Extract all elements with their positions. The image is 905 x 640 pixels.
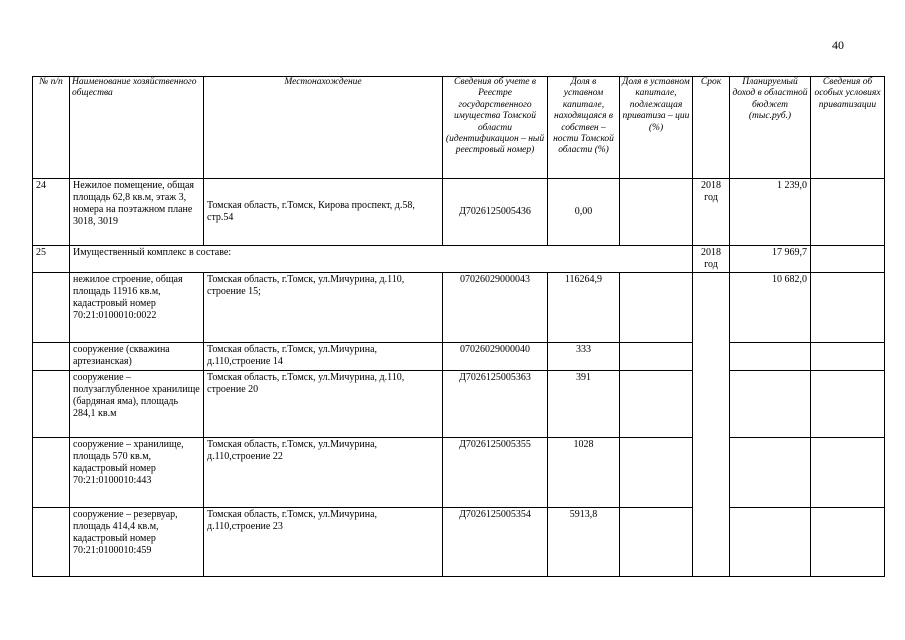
row25-num: 25 xyxy=(33,246,70,273)
table-row xyxy=(33,343,885,371)
row24-term: 2018 год xyxy=(693,179,730,246)
row24-income: 1 239,0 xyxy=(730,179,811,246)
header-location: Местонахождение xyxy=(204,77,443,179)
item-name: нежилое строение, общая площадь 11916 кв.м, кадастровый номер 70:21:0100010:0022 xyxy=(70,273,204,343)
header-name: Наименование хозяйственного общества xyxy=(70,77,204,179)
item-name: сооружение – хранилище, площадь 570 кв.м, кадастровый номер 70:21:0100010:443 xyxy=(70,438,204,508)
row25-income: 17 969,7 xyxy=(730,246,811,273)
table-row xyxy=(33,438,885,508)
header-share-privatize: Доля в уставном капитале, подлежащая приватиза – ции (%) xyxy=(620,77,693,179)
item-location: Томская область, г.Томск, ул.Мичурина, д.110, строение 20 xyxy=(204,371,443,438)
row25-name: Имущественный комплекс в составе: xyxy=(70,246,693,273)
header-row xyxy=(33,77,885,179)
item-location: Томская область, г.Томск, ул.Мичурина, д.110,строение 23 xyxy=(204,508,443,577)
row24-privatize xyxy=(620,179,693,246)
item-location: Томская область, г.Томск, ул.Мичурина, д.110,строение 14 xyxy=(204,343,443,371)
item-registry: 07026029000043 xyxy=(443,273,548,343)
item-share: 391 xyxy=(548,371,620,438)
row24-name: Нежилое помещение, общая площадь 62,8 кв.м, этаж 3, номера на поэтажном плане 3018, 3019 xyxy=(70,179,204,246)
item-name: сооружение – полузаглубленное хранилище (бардяная яма), площадь 284,1 кв.м xyxy=(70,371,204,438)
item-registry: Д7026125005354 xyxy=(443,508,548,577)
row24-registry: Д7026125005436 xyxy=(443,179,548,246)
header-term: Срок xyxy=(693,77,730,179)
item-share: 5913,8 xyxy=(548,508,620,577)
items-term-cell xyxy=(693,273,730,577)
header-conditions: Сведения об особых условиях приватизации xyxy=(811,77,885,179)
header-income: Планируемый доход в областной бюджет (тыс.руб.) xyxy=(730,77,811,179)
item-name: сооружение (скважина артезианская) xyxy=(70,343,204,371)
row25-conditions xyxy=(811,246,885,273)
header-num: № п/п xyxy=(33,77,70,179)
table-row-24 xyxy=(33,179,885,246)
item-registry: Д7026125005363 xyxy=(443,371,548,438)
header-registry: Сведения об учете в Реестре государственного имущества Томской области (идентификацион – ный реестровый номер) xyxy=(443,77,548,179)
table-row xyxy=(33,273,885,343)
item-share: 1028 xyxy=(548,438,620,508)
table-row-25 xyxy=(33,246,885,273)
item-name: сооружение – резервуар, площадь 414,4 кв.м, кадастровый номер 70:21:0100010:459 xyxy=(70,508,204,577)
item-share: 333 xyxy=(548,343,620,371)
row25-term: 2018 год xyxy=(693,246,730,273)
row24-conditions xyxy=(811,179,885,246)
table-row xyxy=(33,371,885,438)
row24-num: 24 xyxy=(33,179,70,246)
header-share-capital: Доля в уставном капитале, находящаяся в собствен – ности Томской области (%) xyxy=(548,77,620,179)
item-location: Томская область, г.Томск, ул.Мичурина, д.110,строение 22 xyxy=(204,438,443,508)
item-registry: 07026029000040 xyxy=(443,343,548,371)
row24-share: 0,00 xyxy=(548,179,620,246)
item-location: Томская область, г.Томск, ул.Мичурина, д.110, строение 15; xyxy=(204,273,443,343)
item-registry: Д7026125005355 xyxy=(443,438,548,508)
page-number: 40 xyxy=(832,38,844,52)
item-share: 116264,9 xyxy=(548,273,620,343)
privatization-table xyxy=(32,76,885,577)
row24-location: Томская область, г.Томск, Кирова проспект, д.58, стр.54 xyxy=(204,179,443,246)
table-row xyxy=(33,508,885,577)
item-income: 10 682,0 xyxy=(730,273,811,343)
